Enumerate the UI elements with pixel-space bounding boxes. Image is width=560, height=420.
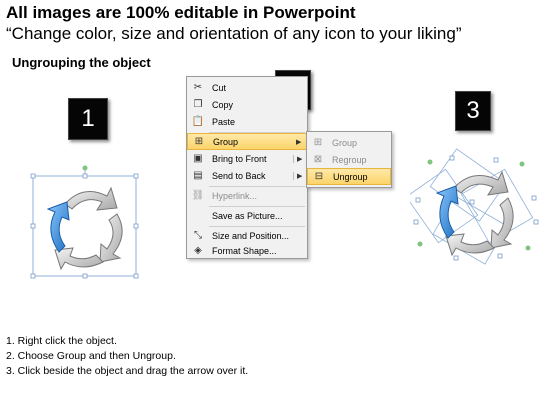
group-submenu — [306, 131, 392, 188]
menu-item-label: Format Shape... — [212, 245, 277, 256]
grouped-cycle-arrows[interactable] — [25, 162, 143, 284]
menu-item-save-as-picture[interactable] — [187, 207, 307, 224]
menu-item-cut[interactable] — [187, 79, 307, 96]
resize-handle[interactable] — [31, 274, 35, 278]
ungrouped-cycle-arrows[interactable] — [410, 148, 550, 268]
menu-item-label: Copy — [212, 99, 234, 110]
menu-item-send-to-back[interactable] — [187, 167, 307, 184]
submenu-item-regroup — [307, 151, 391, 168]
copy-icon: ❐ — [193, 99, 203, 110]
submenu-item-group — [307, 134, 391, 151]
format-shape-icon: ◈ — [194, 245, 202, 256]
resize-handle[interactable] — [134, 224, 138, 228]
menu-item-label: Paste — [212, 116, 236, 127]
menu-item-paste[interactable] — [187, 113, 307, 130]
menu-item-label: Save as Picture... — [212, 210, 283, 221]
menu-item-hyperlink — [187, 187, 307, 204]
page-title: All images are 100% editable in Powerpoint — [6, 3, 356, 22]
scissors-icon: ✂ — [193, 82, 203, 93]
menu-item-group[interactable] — [187, 133, 307, 150]
menu-item-format-shape[interactable] — [187, 242, 307, 259]
menu-item-label: Regroup — [332, 154, 367, 165]
resize-handle[interactable] — [31, 224, 35, 228]
menu-item-bring-to-front[interactable] — [187, 150, 307, 167]
page-subtitle: “Change color, size and orientation of any icon to your liking” — [6, 24, 462, 43]
menu-item-label: Group — [332, 137, 358, 148]
instruction-item: 3. Click beside the object and drag the arrow over it. — [6, 365, 249, 377]
context-menu — [186, 76, 308, 259]
menu-item-label: Group — [213, 136, 239, 147]
section-heading: Ungrouping the object — [12, 55, 151, 70]
menu-item-label: Hyperlink... — [212, 190, 258, 201]
resize-handle[interactable] — [134, 274, 138, 278]
bring-front-icon: ▣ — [193, 153, 203, 164]
instruction-item: 1. Right click the object. — [6, 335, 117, 347]
step-badge-3: 3 — [455, 91, 491, 131]
group-icon: ⊞ — [313, 137, 323, 148]
resize-handle[interactable] — [83, 274, 87, 278]
submenu-item-ungroup[interactable] — [307, 168, 391, 185]
menu-item-label: Cut — [212, 82, 227, 93]
menu-item-label: Ungroup — [333, 171, 368, 182]
hyperlink-icon: ⛓ — [191, 190, 205, 201]
resize-handle[interactable] — [31, 174, 35, 178]
send-back-icon: ▤ — [193, 170, 203, 181]
resize-handle[interactable] — [134, 174, 138, 178]
menu-item-copy[interactable] — [187, 96, 307, 113]
submenu-arrow-icon: ▶ — [296, 138, 302, 146]
submenu-arrow-icon: ▶ — [293, 172, 307, 180]
regroup-icon: ⊠ — [313, 154, 323, 165]
group-icon: ⊞ — [194, 136, 204, 147]
menu-item-label: Size and Position... — [212, 230, 290, 241]
instruction-item: 2. Choose Group and then Ungroup. — [6, 350, 176, 362]
step-badge-1: 1 — [68, 98, 108, 140]
ungroup-icon: ⊟ — [314, 171, 324, 182]
instructions-list — [6, 334, 248, 379]
submenu-arrow-icon: ▶ — [293, 155, 307, 163]
menu-item-label: Send to Back — [212, 170, 266, 181]
rotation-handle[interactable] — [83, 166, 88, 171]
resize-handle[interactable] — [83, 174, 87, 178]
menu-item-label: Bring to Front — [212, 153, 267, 164]
paste-icon: 📋 — [191, 116, 205, 127]
size-position-icon: ⤡ — [194, 230, 202, 241]
